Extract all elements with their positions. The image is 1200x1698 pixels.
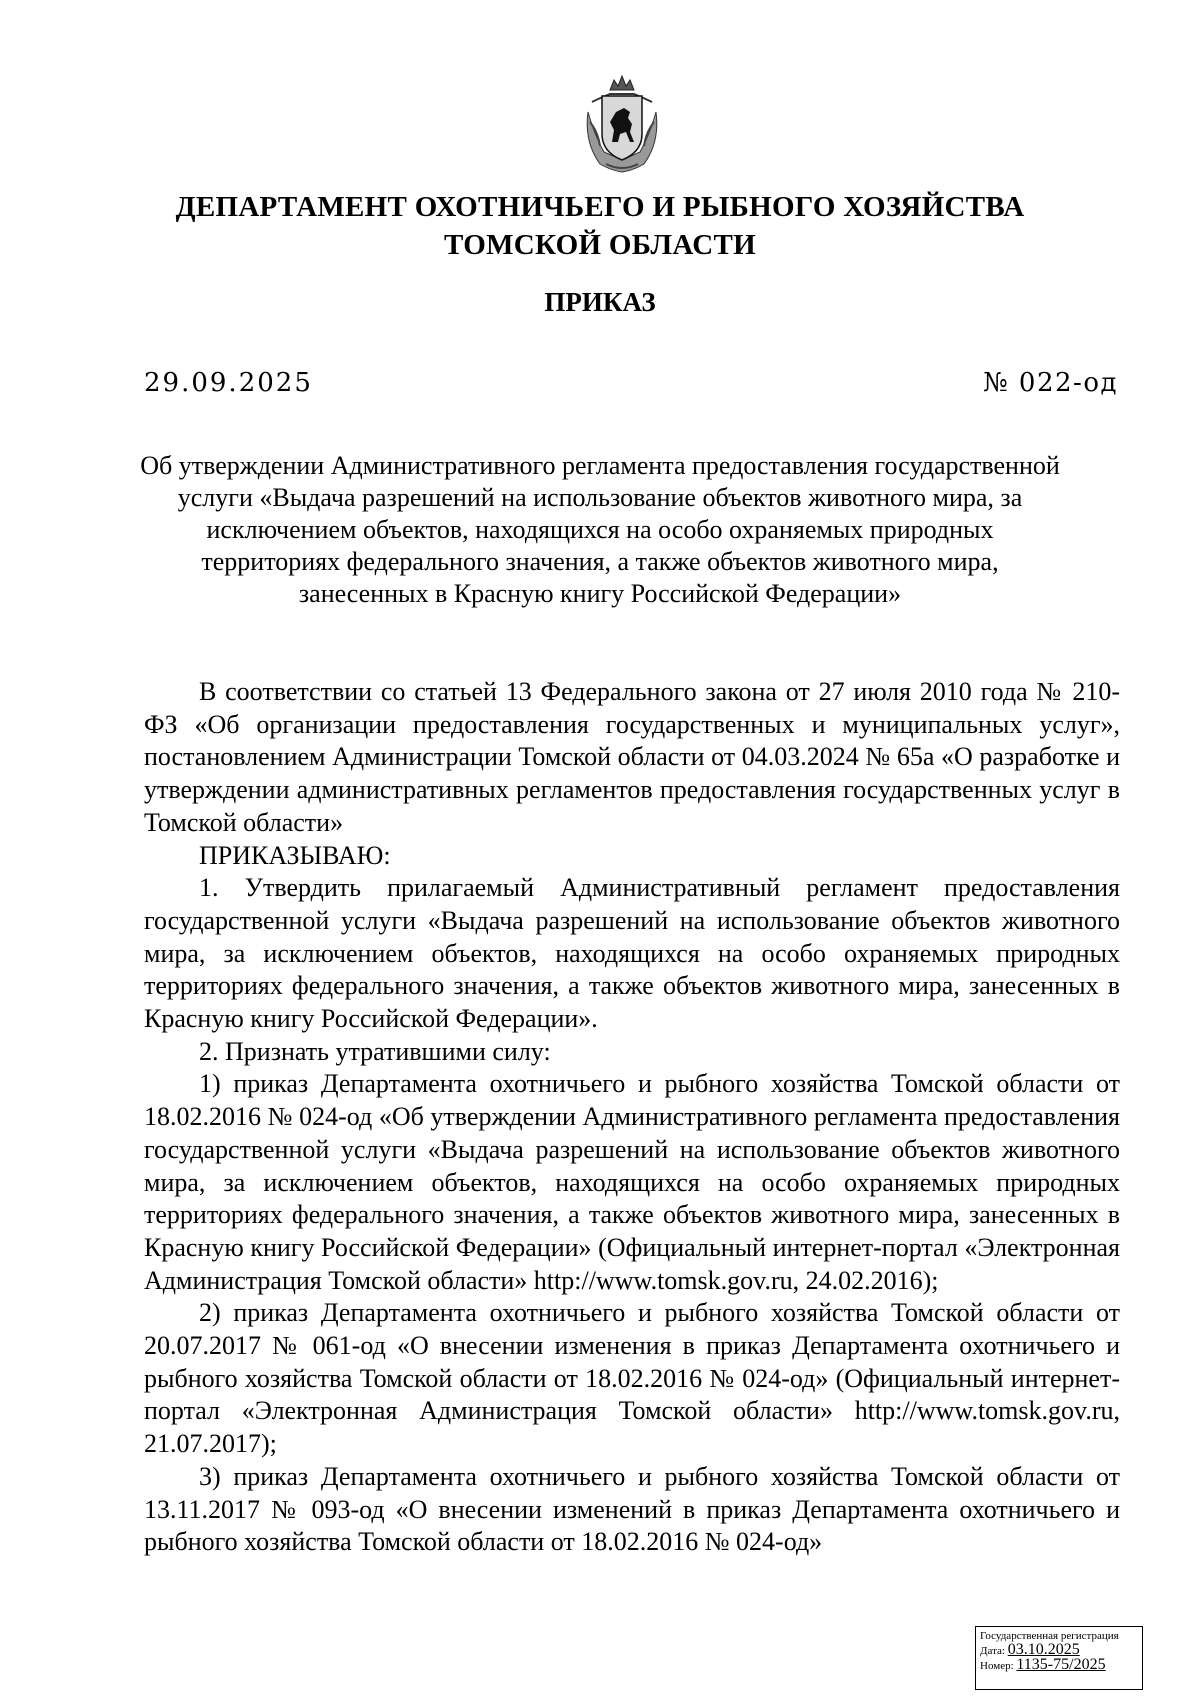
registration-number-label: Номер:: [980, 1660, 1014, 1672]
organization-name: [0, 188, 1200, 264]
registration-date-label: Дата:: [980, 1645, 1005, 1657]
registration-number-value: 1135-75/2025: [1016, 1656, 1106, 1673]
document-date: 29.09.2025: [144, 368, 313, 398]
order-item-2-3: 3) приказ Департамента охотничьего и рыбного хозяйства Томской области от 13.11.2017 № 093-од «О внесении изменений в приказ Департамента охотничьего и рыбного хозяйства Томской области от 18.02.2016 № 024-од»: [144, 1461, 1120, 1557]
document-type: ПРИКАЗ: [544, 287, 656, 317]
tomsk-region-coat-of-arms-icon: [570, 72, 674, 176]
order-word: ПРИКАЗЫВАЮ:: [199, 840, 391, 870]
preamble-paragraph: В соответствии со статьей 13 Федерального закона от 27 июля 2010 года № 210-ФЗ «Об организации предоставления государственных и муниципальных услуг», постановлением Администрации Томской области от 04.03.2024 № 65а «О разработке и утверждении административных регламентов предоставления государственных услуг в Томской области»: [144, 677, 1120, 837]
document-number: № 022-од: [983, 368, 1118, 398]
registration-stamp: [975, 1626, 1143, 1690]
registration-date-value: 03.10.2025: [1007, 1641, 1080, 1658]
registration-title: Государственная регистрация: [980, 1630, 1119, 1642]
order-item-2-1: 1) приказ Департамента охотничьего и рыбного хозяйства Томской области от 18.02.2016 № 024-од «Об утверждении Административного регламента предоставления государственной услуги «Выдача разрешений на использование объектов животного мира, за исключением объектов, находящихся на особо охраняемых природных территориях федерального значения, а также объектов животного мира, занесенных в Красную книгу Российской Федерации» (Официальный интернет-портал «Электронная Администрация Томской области» http://www.tomsk.gov.ru, 24.02.2016);: [144, 1069, 1120, 1295]
organization-name-line1: ДЕПАРТАМЕНТ ОХОТНИЧЬЕГО И РЫБНОГО ХОЗЯЙСТВА: [175, 191, 1025, 223]
order-item-1: 1. Утвердить прилагаемый Административный регламент предоставления государственной услуги «Выдача разрешений на использование объектов животного мира, за исключением объектов, находящихся на особо охраняемых природных территориях федерального значения, а также объектов животного мира, занесенных в Красную книгу Российской Федерации».: [144, 873, 1120, 1034]
order-item-2-2: 2) приказ Департамента охотничьего и рыбного хозяйства Томской области от 20.07.2017 № 061-од «О внесении изменения в приказ Департамента охотничьего и рыбного хозяйства Томской области от 18.02.2016 № 024-од» (Официальный интернет-портал «Электронная Администрация Томской области» http://www.tomsk.gov.ru, 21.07.2017);: [144, 1298, 1120, 1459]
order-item-2: 2. Признать утратившими силу:: [199, 1036, 551, 1066]
registration-number-row: [980, 1658, 1138, 1673]
document-subject: Об утверждении Административного регламента предоставления государственной услуги «Выдача разрешений на использование объектов животного мира, за исключением объектов, находящихся на особо охраняемых природных территориях федерального значения, а также объектов животного мира, занесенных в Красную книгу Российской Федерации»: [140, 451, 1060, 608]
organization-name-line2: ТОМСКОЙ ОБЛАСТИ: [444, 229, 756, 261]
document-body: [144, 676, 1120, 1559]
